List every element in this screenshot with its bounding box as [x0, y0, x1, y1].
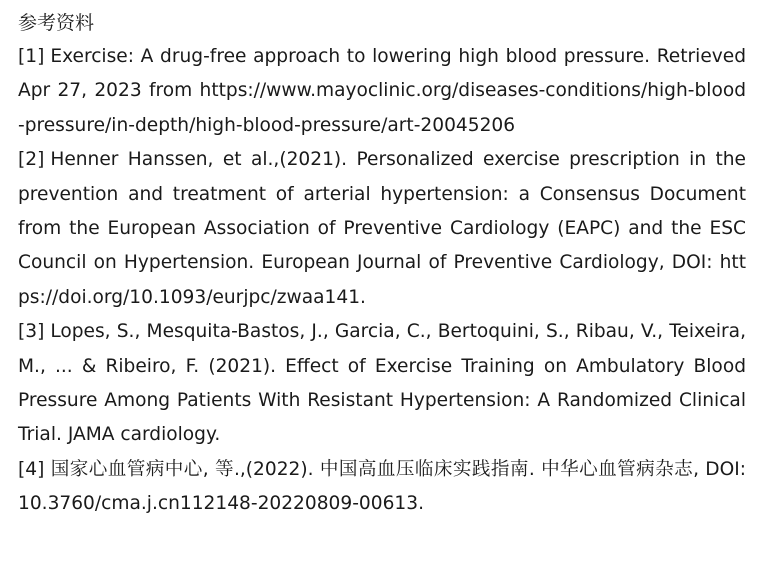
references-heading: 参考资料	[18, 12, 95, 34]
reference-text: Lopes, S., Mesquita-Bastos, J., Garcia, C., Bertoquini, S., Ribau, V., Teixeira, M., ... & Ribeiro, F. (2021). Effect of Exercise Training on Ambulatory Blood Pressure Among Patients With Resistant Hypertension: A Randomized Clinical Trial. JAMA cardiology.	[18, 321, 746, 446]
reference-number: [2]	[18, 149, 45, 171]
reference-item-2	[18, 143, 746, 315]
reference-url-link[interactable]: https://doi.org/10.1093/eurjpc/zwaa141.	[18, 252, 746, 308]
reference-number: [4]	[18, 458, 45, 480]
reference-text: Henner Hanssen, et al.,(2021). Personalized exercise prescription in the prevention and treatment of arterial hypertension: a Consensus Document from the European Association of Preventive Cardiology (EAPC) and the ESC Council on Hypertension. European Journal of Preventive Cardiology, DOI:	[18, 149, 746, 274]
reference-item-1	[18, 40, 746, 143]
reference-text: Exercise: A drug-free approach to lowering high blood pressure. Retrieved Apr 27, 2023 from	[18, 46, 746, 102]
reference-url-link[interactable]: https://www.mayoclinic.org/diseases-conditions/high-blood-pressure/in-depth/high-blood-pressure/art-20045206	[18, 80, 746, 136]
reference-list	[18, 40, 746, 522]
reference-item-4	[18, 453, 746, 522]
reference-number: [1]	[18, 46, 45, 67]
reference-text: 国家心血管病中心, 等.,(2022). 中国高血压临床实践指南. 中华心血管病杂志, DOI: 10.3760/cma.j.cn112148-20220809-00613.	[18, 458, 746, 515]
reference-number: [3]	[18, 321, 45, 343]
reference-item-3	[18, 315, 746, 453]
